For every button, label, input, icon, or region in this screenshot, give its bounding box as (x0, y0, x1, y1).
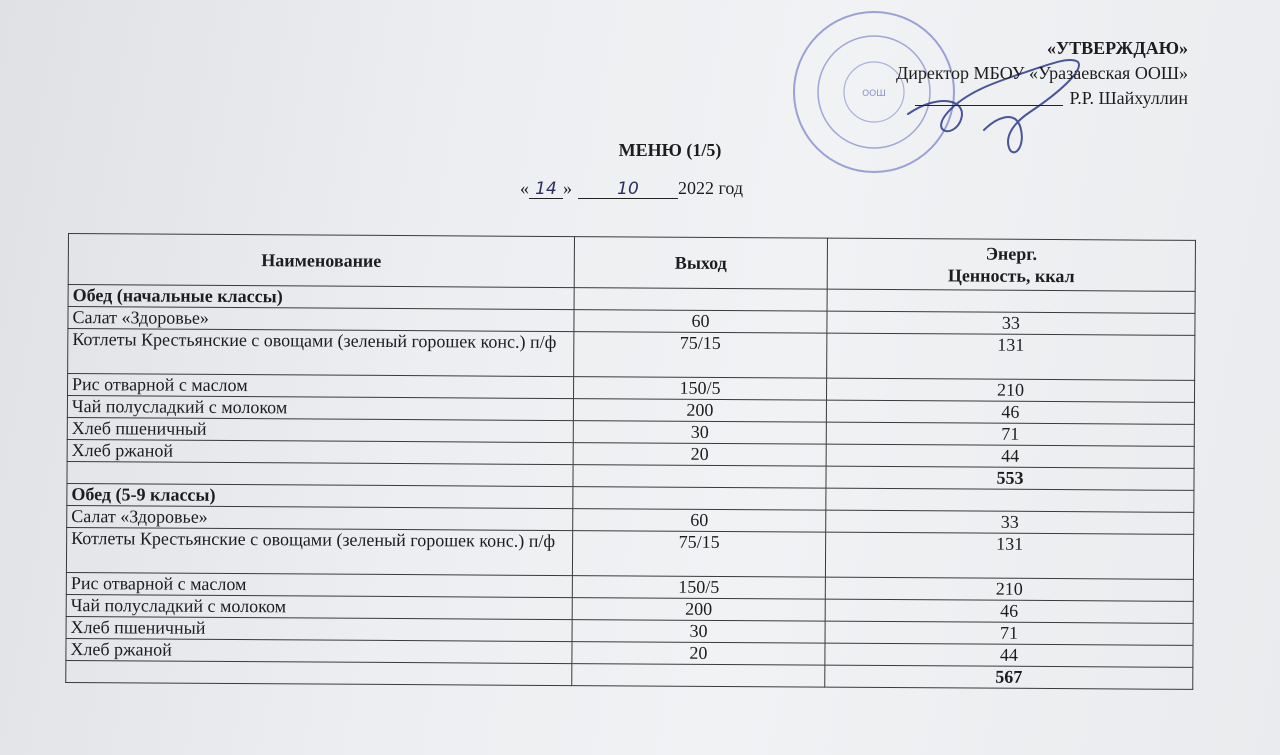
menu-title: МЕНЮ (1/5) (618, 140, 722, 160)
dish-name: Салат «Здоровье» (68, 307, 574, 332)
dish-name: Чай полусладкий с молоком (67, 396, 573, 421)
dish-output: 150/5 (572, 576, 825, 600)
signature-underline (915, 105, 1063, 106)
date-quote-open: « (520, 178, 529, 198)
dish-name: Хлеб пшеничный (66, 616, 572, 641)
date-month: 10 (578, 180, 678, 199)
dish-output: 30 (572, 620, 825, 644)
table-row (66, 527, 1193, 579)
dish-energy: 46 (826, 400, 1194, 424)
section-title: Обед (начальные классы) (68, 285, 574, 310)
dish-name: Котлеты Крестьянские с овощами (зеленый горошек конс.) п/ф (68, 329, 574, 377)
menu-table (65, 233, 1196, 690)
dish-name: Рис отварной с маслом (68, 374, 574, 399)
dish-output: 200 (572, 598, 825, 622)
dish-energy: 131 (827, 333, 1195, 380)
dish-name: Рис отварной с маслом (66, 572, 572, 597)
date-year: 2022 год (678, 178, 744, 198)
dish-energy: 46 (825, 599, 1193, 623)
menu-date (520, 178, 743, 199)
total-energy: 553 (826, 466, 1194, 490)
dish-energy: 33 (827, 311, 1195, 335)
dish-output: 30 (573, 421, 826, 445)
dish-name: Чай полусладкий с молоком (66, 594, 572, 619)
header-name: Наименование (68, 234, 574, 288)
dish-name: Хлеб ржаной (66, 638, 572, 663)
dish-energy: 71 (826, 422, 1194, 446)
approval-position: Директор МБОУ «Уразаевская ООШ» (895, 63, 1188, 83)
header-energy (827, 238, 1195, 291)
date-day: 14 (529, 180, 563, 199)
approval-title: «УТВЕРЖДАЮ» (1046, 38, 1188, 58)
dish-output: 20 (573, 443, 826, 467)
header-energy-line1: Энерг. (985, 243, 1038, 264)
approval-signature-line (896, 86, 1188, 111)
approval-block (896, 36, 1188, 111)
dish-output: 75/15 (574, 332, 827, 379)
dish-energy: 71 (825, 621, 1193, 645)
dish-energy: 44 (825, 643, 1193, 667)
approval-name: Р.Р. Шайхуллин (1069, 88, 1188, 108)
dish-name: Салат «Здоровье» (67, 505, 573, 530)
dish-name: Хлеб пшеничный (67, 417, 573, 442)
header-energy-line2: Ценность, ккал (947, 265, 1075, 287)
total-energy: 567 (825, 665, 1193, 689)
dish-energy: 44 (826, 444, 1194, 468)
date-quote-close: » (563, 178, 572, 198)
dish-name: Котлеты Крестьянские с овощами (зеленый горошек конс.) п/ф (66, 527, 572, 575)
dish-output: 60 (573, 509, 826, 533)
header-output: Выход (574, 237, 827, 290)
dish-output: 200 (573, 399, 826, 423)
table-row (68, 329, 1195, 381)
dish-energy: 210 (826, 378, 1194, 402)
svg-text:ООШ: ООШ (862, 89, 886, 99)
dish-energy: 210 (825, 577, 1193, 601)
dish-output: 150/5 (573, 377, 826, 401)
dish-output: 20 (572, 642, 825, 666)
section-title: Обед (5-9 классы) (67, 483, 573, 508)
dish-name: Хлеб ржаной (67, 439, 573, 464)
dish-output: 75/15 (572, 531, 825, 578)
dish-energy: 131 (825, 532, 1193, 579)
table-header (68, 234, 1195, 292)
dish-energy: 33 (826, 510, 1194, 534)
dish-output: 60 (574, 310, 827, 334)
